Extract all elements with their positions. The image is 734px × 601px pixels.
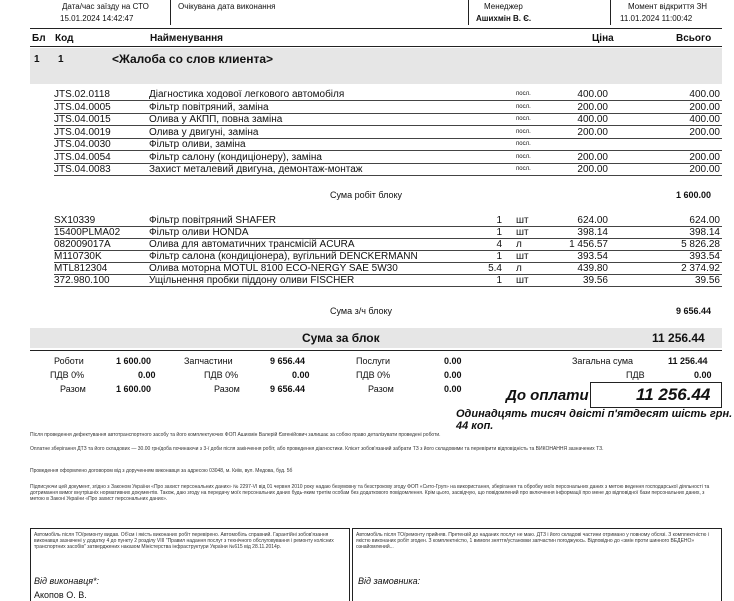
col-price: Ціна [592,33,614,44]
work-row [54,89,722,101]
part-price: 439.80 [577,263,608,274]
work-total: 200.00 [689,164,720,175]
work-code: JTS.04.0054 [54,151,111,163]
vat-services-label: ПДВ 0% [356,370,391,380]
work-row [54,164,722,176]
work-row [54,152,722,164]
executor-name: Акопов О. В. [34,590,87,600]
part-unit: л [516,263,522,274]
expected-label: Очікувана дата виконання [178,2,276,11]
work-price: 200.00 [577,164,608,175]
part-name: Ущільнення пробки піддону оливи FISCHER [149,275,355,286]
part-qty: 1 [496,227,502,238]
col-total: Всього [676,33,712,44]
part-row [54,227,722,239]
work-name: Олива у АКПП, повна заміна [149,114,283,125]
part-unit: шт [516,251,529,262]
part-name: Фільтр оливи HONDA [149,227,249,238]
work-code: JTS.04.0015 [54,114,111,125]
pdv-value: 0.00 [694,370,712,380]
work-total: 200.00 [689,126,720,138]
header-divider [610,0,611,25]
work-unit: посл. [516,128,531,135]
part-total: 624.00 [689,215,720,226]
part-qty: 5.4 [488,263,502,274]
part-total: 393.54 [689,251,720,262]
part-name: Фільтр повітряний SHAFER [149,215,276,226]
work-code: JTS.04.0030 [54,139,111,150]
work-total: 400.00 [689,114,720,125]
services-total-label: Послуги [356,356,391,366]
parts-sum-label: Сума з/ч блоку [330,306,393,316]
part-row [54,275,722,287]
part-price: 624.00 [577,215,608,226]
work-price: 200.00 [577,126,608,138]
part-code: MTL812304 [54,263,108,274]
part-total: 398.14 [689,227,720,238]
part-qty: 1 [496,215,502,226]
services-total-value: 0.00 [444,356,462,366]
sum-works-label: Разом [60,384,86,394]
executor-label: Від виконавця*: [34,576,100,586]
note-3: Проведення оформлено договором від з дорученням виконавця за адресою 03048, м. Київ, вул. Медова, буд. 5б [30,468,293,474]
header-rule [30,46,722,47]
part-total: 2 374.92 [681,263,720,274]
part-row [54,263,722,275]
sign-right-text: Автомобіль після ТО/ремонту прийняв. Претензій до наданих послуг не маю. ДТЗ і його складові частини отримано у повному обсязі. З комплектністю і якістю виконаних робіт згоден. З комплектністю, 1 вимоги зняття/установки запчастин погоджуюсь. Відповідно до «змін проти шинного ВЕДЕНО» ознайомлений... [356,532,709,550]
parts-total-value: 9 656.44 [270,356,306,366]
manager-label: Менеджер [484,2,523,11]
part-price: 398.14 [577,227,608,238]
part-price: 393.54 [577,251,608,262]
part-name: Олива моторна MOTUL 8100 ECO-NERGY SAE 5W30 [149,263,398,274]
work-row [54,139,722,151]
work-name: Діагностика ходової легкового автомобіля [149,89,345,100]
vat-services-value: 0.00 [444,370,462,380]
block-num-2: 1 [58,54,64,65]
part-code: SX10339 [54,215,96,226]
work-unit: посл. [516,166,531,172]
part-total: 39.56 [694,275,720,286]
parts-sum-value: 9 656.44 [676,306,712,316]
work-price: 400.00 [577,114,608,125]
pay-label: До оплати [506,387,589,404]
block-num: 1 [34,54,40,65]
work-total: 400.00 [689,89,720,100]
work-name: Захист металевий двигуна, демонтаж-монтаж [149,164,363,175]
block-sum-value: 11 256.44 [652,331,705,345]
sum-services-value: 0.00 [444,384,462,394]
work-unit: посл. [516,103,531,110]
works-sum-label: Сума робіт блоку [330,190,403,200]
header-rule [30,28,722,29]
work-name: Фільтр салону (кондиціонеру), заміна [149,151,322,163]
part-unit: л [516,239,522,250]
part-row [54,215,722,227]
sum-services-label: Разом [368,384,394,394]
vat-parts-value: 0.00 [292,370,310,380]
date-label: Дата/час заїзду на СТО [62,2,149,11]
work-unit: посл. [516,91,531,97]
block-title: <Жалоба со слов клиента> [112,52,274,66]
work-code: JTS.04.0019 [54,126,111,138]
part-price: 1 456.57 [569,239,608,250]
part-row [54,239,722,251]
work-row [54,127,722,139]
part-code: 372.980.100 [54,275,110,286]
part-qty: 4 [496,239,502,250]
manager-value: Ашихмін В. Є. [476,14,532,23]
work-name: Олива у двигуні, заміна [149,126,259,138]
header-divider [468,0,469,25]
grand-total-label: Загальна сума [572,356,634,366]
part-unit: шт [516,215,529,226]
work-code: JTS.04.0083 [54,164,111,175]
header-divider [170,0,171,25]
grand-total-value: 11 256.44 [668,356,708,366]
open-label: Момент відкриття ЗН [628,2,708,11]
work-price: 400.00 [577,89,608,100]
part-name: Олива для автоматичних трансмісій ACURA [149,239,355,250]
part-code: 082009017A [54,239,111,250]
work-unit: посл. [516,153,531,160]
part-price: 39.56 [582,275,608,286]
work-price: 200.00 [577,151,608,163]
part-qty: 1 [496,251,502,262]
work-total: 200.00 [689,101,720,113]
sum-parts-value: 9 656.44 [270,384,306,394]
works-total-label: Роботи [54,356,84,366]
work-unit: посл. [516,116,531,122]
work-row [54,102,722,114]
col-name: Найменування [150,33,223,44]
block-sum-rule [30,350,722,351]
part-qty: 1 [496,275,502,286]
pay-value: 11 256.44 [636,385,711,404]
work-code: JTS.04.0005 [54,101,111,113]
sum-parts-label: Разом [214,384,240,394]
note-1: Після проведення дефектування автотранспортного засобу та його комплектуючих ФОП Ашихмін Валерій Євгенійович залишає за собою право деталізувати проведені роботи. [30,432,441,438]
sum-works-value: 1 600.00 [116,384,152,394]
vat-works-value: 0.00 [138,370,156,380]
work-total: 200.00 [689,151,720,163]
works-total-value: 1 600.00 [116,356,152,366]
part-code: M110730K [54,251,102,262]
block-sum-label: Сума за блок [302,331,380,345]
col-bl: Бл [32,33,46,44]
part-unit: шт [516,227,529,238]
customer-label: Від замовника: [358,576,421,586]
vat-parts-label: ПДВ 0% [204,370,239,380]
pdv-label: ПДВ [626,370,645,380]
open-value: 11.01.2024 11:00:42 [620,14,693,23]
works-sum-value: 1 600.00 [676,190,712,200]
amount-in-words: Одинадцять тисяч двісті п'ятдесят шість грн. 44 коп. [456,408,733,432]
work-unit: посл. [516,141,531,147]
part-unit: шт [516,275,529,286]
note-4: Підписуючи цей документ, згідно з Законом України «Про захист персональних даних» № 2297-VI від 01 червня 2010 року надаю безумовну та безстрокову згоду ФОП «Сито-Груп» на використання, зберігання та обробку моїх персональних даних з метою ведення господарської діяльності та дотримання вимог внутрішніх нормативних документів. Також, даю згоду на передачу моїх персональних даних будь-яким третім особам без додаткового повідомлення. Крім цього, засвідчую, що повідомлений про включення інформації про мене до відповідної бази персональних даних, з метою в Законі України «Про захист персональних даних». [30,484,710,502]
work-price: 200.00 [577,101,608,113]
part-row [54,251,722,263]
part-total: 5 826.28 [681,239,720,250]
sign-left-text: Автомобіль після ТО/ремонту видав. Об'єм і якість виконаних робіт перевірено. Автомобіль справний. Гарантійні зобов'язання виконавця зазначені у додатку 4 до пункту 2 розділу VIII "Правил надання послуг з технічного обслуговування і ремонту колісних транспортних засобів" затверджених наказом Міністерства інфраструктури України №615 від 28.11.2014р. [34,532,334,550]
parts-total-label: Запчастини [184,356,233,366]
work-code: JTS.02.0118 [54,89,110,100]
vat-works-label: ПДВ 0% [50,370,85,380]
work-name: Фільтр повітряний, заміна [149,101,269,113]
part-code: 15400PLMA02 [54,227,121,238]
work-name: Фільтр оливи, заміна [149,139,246,150]
note-2: Оплатне зберігання ДТЗ та його складових — 30.00 грн/доба починаючи з 3-ї доби після закінчення робіт, або проведення діагностики. Клієнт зобов'язаний забрати ТЗ з його складовими та перевірити відповідність та ВИКОНАННЯ зазначених ТЗ. [30,446,604,452]
part-name: Фільтр салона (кондиціонера), вугільний DENCKERMANN [149,251,418,262]
date-value: 15.01.2024 14:42:47 [60,14,134,23]
work-row [54,114,722,126]
col-code: Код [55,33,74,44]
